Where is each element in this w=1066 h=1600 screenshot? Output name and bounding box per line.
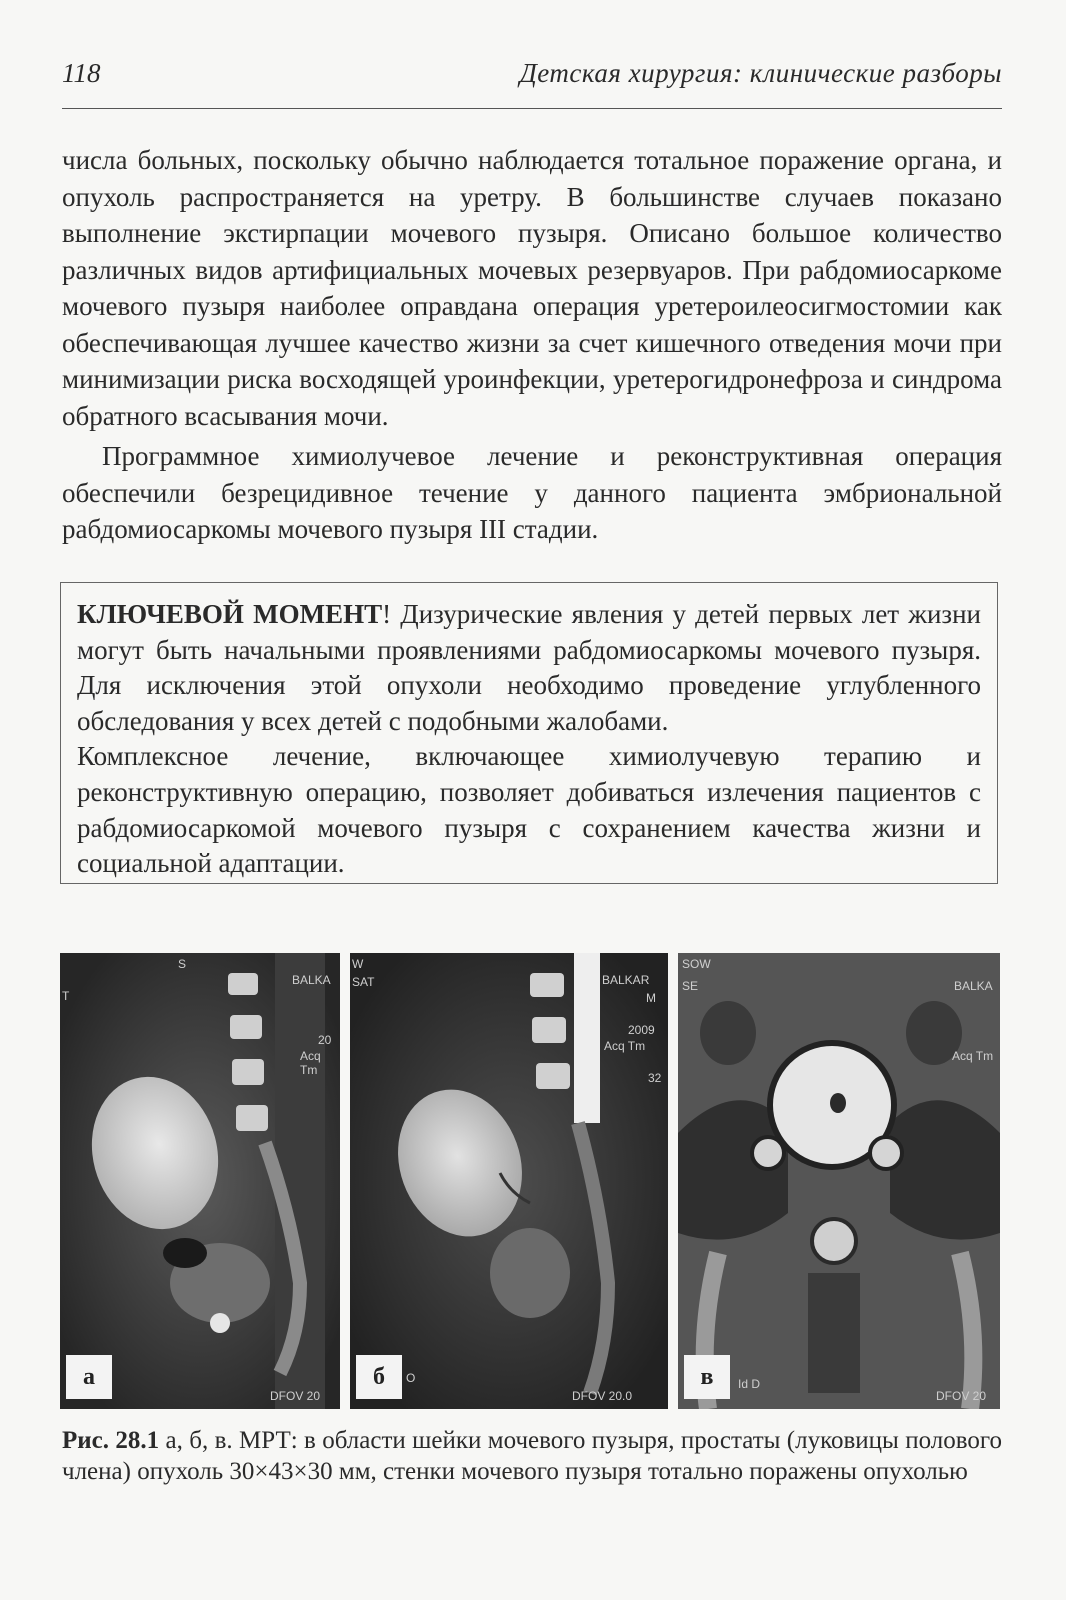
- page-number: 118: [62, 58, 101, 88]
- key-point-text: Дизурические явления у детей первых лет жизни могут быть начальными проявлениями рабдомиосаркомы мочевого пузыря. Для исключения этой опухоли необходимо проведение углубленного обследования у всех детей с подобными жалобами.: [77, 599, 981, 736]
- mri-overlay-text: SAT: [352, 975, 375, 989]
- mri-overlay-text: BALKA: [954, 979, 993, 993]
- mri-image-coronal-c: [678, 953, 1000, 1409]
- mri-panel-b: [350, 953, 668, 1409]
- page-header: [62, 58, 1002, 109]
- mri-overlay-text: Acq Tm: [604, 1039, 646, 1053]
- mri-overlay-text: 2009: [628, 1023, 655, 1037]
- mri-overlay-text: 20: [318, 1033, 332, 1047]
- caption-label: Рис. 28.1: [62, 1427, 160, 1454]
- mri-panel-c: [678, 953, 1000, 1409]
- mri-image-sagittal-a: [60, 953, 340, 1409]
- panel-label-a: а: [66, 1355, 112, 1399]
- mri-overlay-text: Id D: [738, 1377, 761, 1391]
- mri-overlay-text: W: [352, 957, 364, 971]
- mri-figure: [60, 953, 1000, 1409]
- running-head: Детская хирургия: клинические разборы: [519, 58, 1002, 88]
- mri-image-sagittal-b: [350, 953, 668, 1409]
- figure-caption: [62, 1425, 1002, 1487]
- mri-overlay-text: T: [62, 989, 70, 1003]
- key-point-exclamation: !: [382, 599, 392, 629]
- mri-overlay-text: 32: [648, 1071, 662, 1085]
- key-point-text-2: Комплексное лечение, включающее химиолучевую терапию и реконструктивную операцию, позволяет добиваться излечения пациентов с рабдомиосаркомой мочевого пузыря с сохранением качества жизни и социальной адаптации.: [77, 741, 981, 879]
- mri-overlay-text: Acq Tm: [952, 1049, 994, 1063]
- mri-overlay-text: Acq Tm: [300, 1049, 321, 1077]
- key-point-title: КЛЮЧЕВОЙ МОМЕНТ: [77, 599, 383, 629]
- caption-text: а, б, в. МРТ: в области шейки мочевого пузыря, простаты (луковицы полового члена) опухоль 30×43×30 мм, стенки мочевого пузыря тотально поражены опухолью: [62, 1427, 1002, 1485]
- mri-overlay-text: BALKAR: [602, 973, 650, 987]
- mri-overlay-text: O: [406, 1371, 416, 1385]
- paragraph: числа больных, поскольку обычно наблюдается тотальное поражение органа, и опухоль распространяется на уретру. В большинстве случаев показано выполнение экстирпации мочевого пузыря. Описано большое количество различных видов артифициальных мочевых резервуаров. При рабдомиосаркоме мочевого пузыря наиболее оправдана операция уретероилеосигмостомии как обеспечивающая лучшее качество жизни за счет кишечного отведения мочи при минимизации риска восходящей уроинфекции, уретерогидронефроза и синдрома обратного всасывания мочи.: [62, 145, 1002, 431]
- key-point-box: [60, 582, 998, 884]
- body-text: [62, 142, 1002, 548]
- mri-panel-a: [60, 953, 340, 1409]
- paragraph: Программное химиолучевое лечение и реконструктивная операция обеспечили безрецидивное течение у данного пациента эмбриональной рабдомиосаркомы мочевого пузыря III стадии.: [62, 441, 1002, 544]
- mri-overlay-text: M: [646, 991, 656, 1005]
- mri-overlay-text: DFOV 20: [936, 1389, 987, 1403]
- mri-overlay-text: DFOV 20: [270, 1389, 321, 1403]
- mri-overlay-text: DFOV 20.0: [572, 1389, 633, 1403]
- panel-label-b: б: [356, 1355, 402, 1399]
- mri-overlay-text: SOW: [682, 957, 711, 971]
- panel-label-c: в: [684, 1355, 730, 1399]
- mri-overlay-text: BALKA: [292, 973, 331, 987]
- mri-overlay-text: S: [178, 957, 187, 971]
- key-point-paragraph: [77, 597, 981, 739]
- mri-overlay-text: SE: [682, 979, 699, 993]
